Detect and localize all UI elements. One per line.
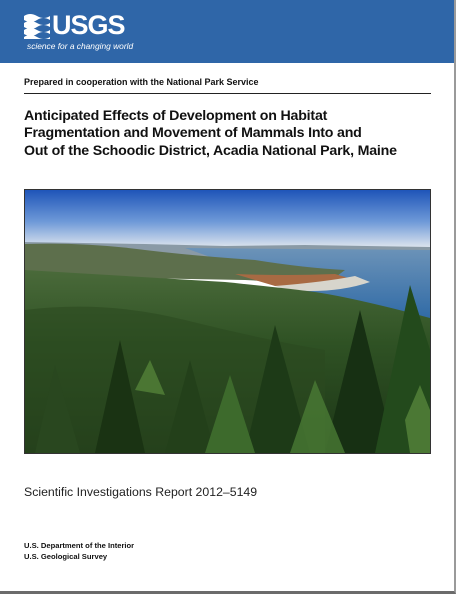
title-line: Fragmentation and Movement of Mammals Into and [24,125,362,142]
cover-photo-forest-coast [24,189,431,454]
department-block [24,540,134,562]
usgs-tagline: science for a changing world [27,41,134,51]
title-line: Anticipated Effects of Development on Habitat [24,108,328,124]
usgs-wave-icon [24,13,50,39]
divider [24,93,431,94]
report-series-number: Scientific Investigations Report 2012–5149 [24,485,258,499]
landscape-illustration [25,190,430,453]
title-line: Out of the Schoodic District, Acadia National Park, Maine [24,142,397,159]
department-line: U.S. Department of the Interior [24,541,135,550]
usgs-banner [0,0,454,63]
usgs-logo[interactable] [24,12,125,39]
cooperation-statement: Prepared in cooperation with the National Park Service [24,77,259,87]
agency-line: U.S. Geological Survey [24,552,108,561]
report-title [24,108,434,160]
usgs-logo-text: USGS [52,10,125,40]
